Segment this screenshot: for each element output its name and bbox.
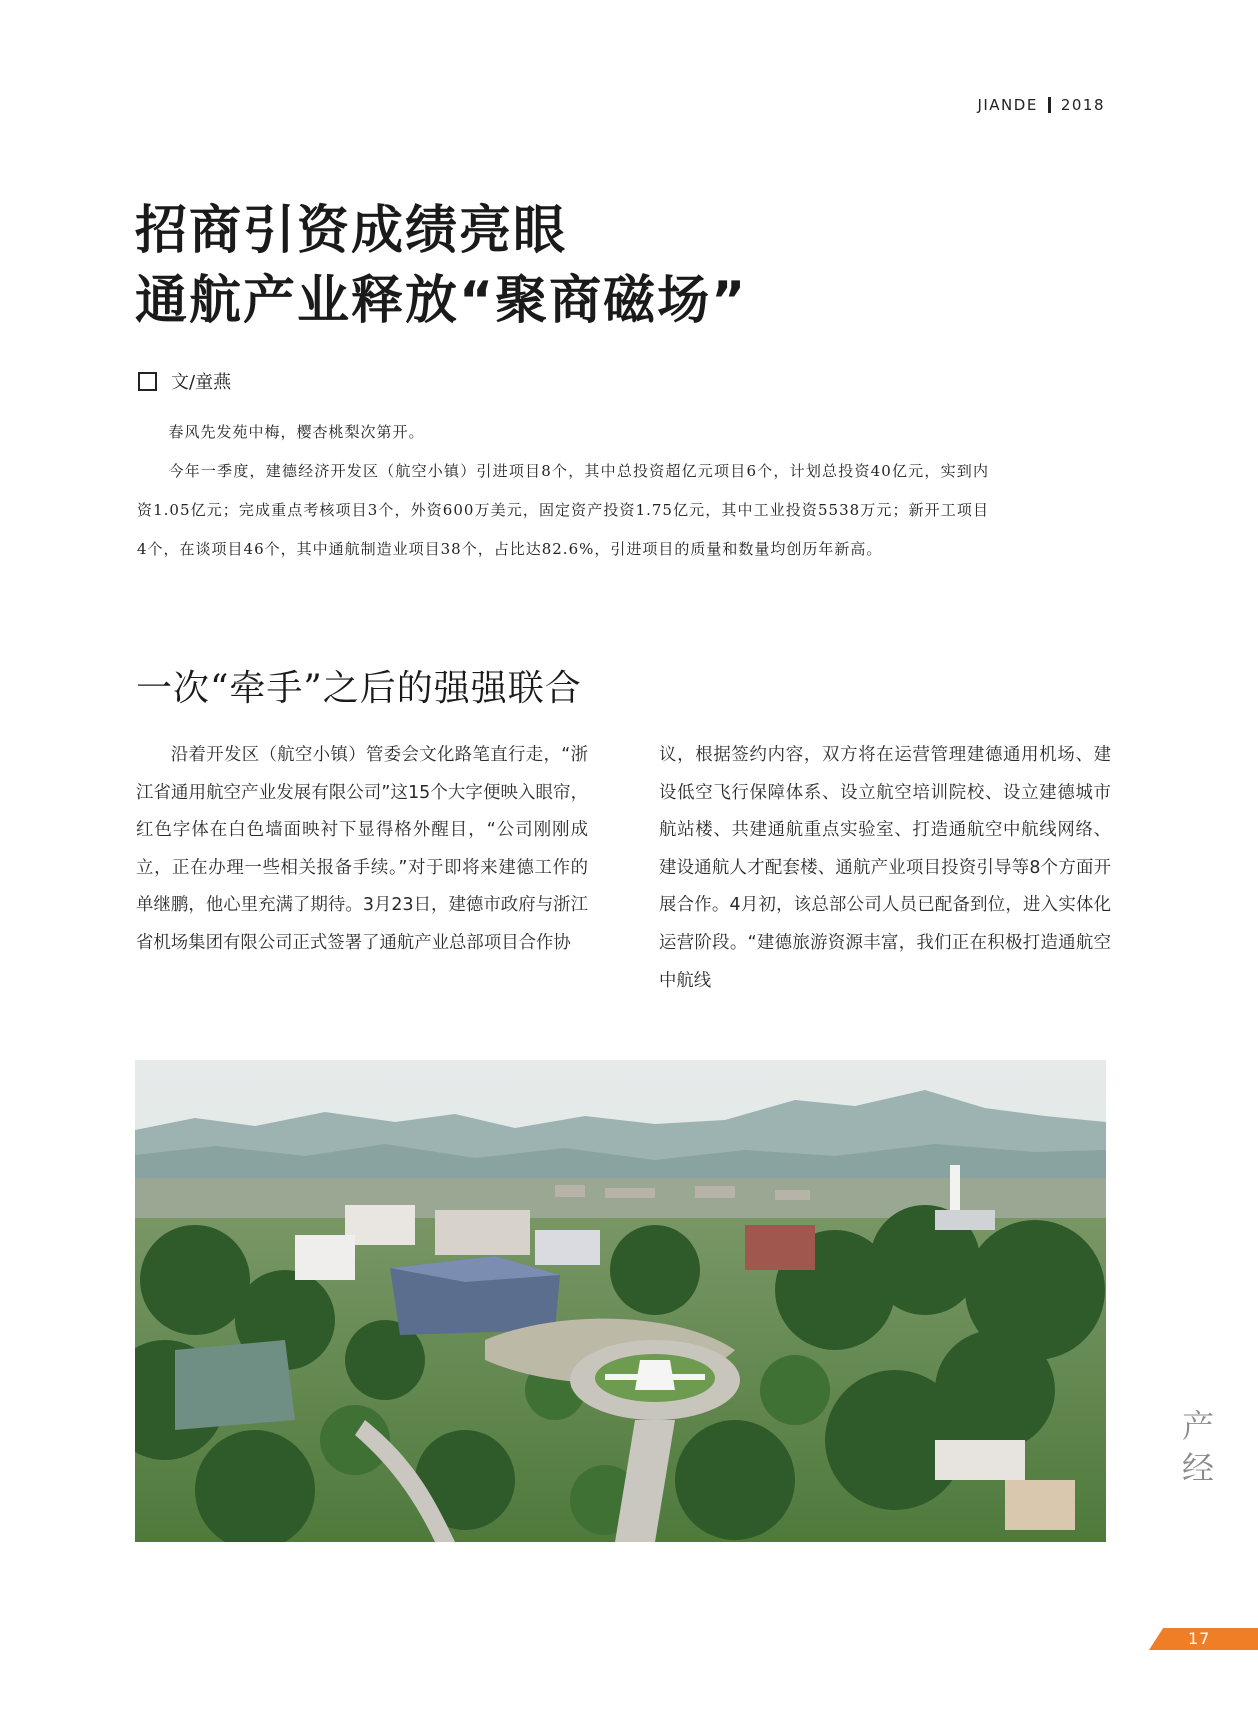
author-byline: [138, 368, 231, 394]
square-icon: [138, 372, 157, 391]
body-paragraph-left: 沿着开发区（航空小镇）管委会文化路笔直行走，“浙江省通用航空产业发展有限公司”这15个大字便映入眼帘，红色字体在白色墙面映衬下显得格外醒目，“公司刚刚成立，正在办理一些相关报备手续。”对于即将来建德工作的单继鹏，他心里充满了期待。3月23日，建德市政府与浙江省机场集团有限公司正式签署了通航产业总部项目合作协: [136, 745, 588, 953]
running-header: [977, 96, 1105, 114]
article-title: [135, 196, 747, 336]
section-title: 一次“牵手”之后的强强联合: [136, 668, 582, 709]
body-column-left: [136, 737, 588, 963]
aerial-town-photo: [135, 1060, 1106, 1542]
aerial-photo-illustration: [135, 1060, 1106, 1542]
title-line-1: 招商引资成绩亮眼: [135, 201, 568, 261]
side-section-label: [1178, 1405, 1218, 1489]
header-year: 2018: [1060, 96, 1105, 114]
page-number: 17: [1188, 1629, 1211, 1648]
title-line-2: 通航产业释放“聚商磁场”: [135, 271, 748, 331]
body-column-right: [659, 737, 1111, 1000]
header-separator: [1048, 97, 1051, 113]
body-paragraph-right: 议，根据签约内容，双方将在运营管理建德通用机场、建设低空飞行保障体系、设立航空培训院校、设立建德城市航站楼、共建通航重点实验室、打造通航空中航线网络、建设通航人才配套楼、通航产业项目投资引导等8个方面开展合作。4月初，该总部公司人员已配备到位，进入实体化运营阶段。“建德旅游资源丰富，我们正在积极打造通航空中航线: [659, 745, 1111, 991]
author-name: 文/童燕: [171, 372, 232, 393]
intro-paragraph-2: 今年一季度，建德经济开发区（航空小镇）引进项目8个，其中总投资超亿元项目6个，计划总投资40亿元，实到内资1.05亿元；完成重点考核项目3个，外资600万美元，固定资产投资1.75亿元，其中工业投资5538万元；新开工项目4个，在谈项目46个，其中通航制造业项目38个，占比达82.6%，引进项目的质量和数量均创历年新高。: [137, 462, 989, 558]
header-brand: JIANDE: [977, 96, 1038, 114]
intro-paragraphs: [137, 413, 989, 569]
side-label-char-2: 经: [1181, 1449, 1214, 1487]
intro-paragraph-1: 春风先发苑中梅，樱杏桃梨次第开。: [168, 423, 425, 441]
side-label-char-1: 产: [1181, 1407, 1214, 1445]
